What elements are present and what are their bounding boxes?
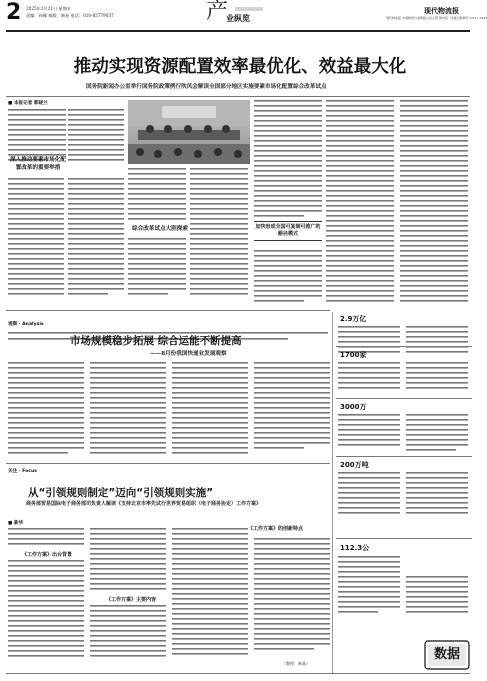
- right-divider-4: [336, 538, 472, 539]
- right-divider-1: [336, 346, 472, 347]
- data-stamp-text: 数据: [433, 647, 460, 662]
- right-item-1-value: 2.9万亿: [340, 315, 367, 323]
- data-stamp-logo: [424, 640, 470, 670]
- right-item-4-text: [338, 472, 470, 520]
- main-subhead: 国务院新闻办公室举行国务院政策例行吹风会解读全国部分地区实施要素市场化配置综合改革试点: [86, 84, 327, 90]
- right-item-5-value: 112.3公: [340, 544, 370, 552]
- paper-logo-sub: 现代物流报 中国物流与采购联合会主管 国内统一连续出版物号 CN11-0245: [386, 16, 487, 20]
- sidebar-headline-1: 深入推动要素市场化配置改革的重要举措: [10, 157, 66, 171]
- right-item-2-text: [338, 362, 470, 394]
- masthead: [0, 0, 487, 34]
- right-item-3-text: [338, 414, 470, 454]
- focus-footer-note: （整理：韩晶）: [282, 661, 310, 666]
- sidebar-headline-2: 综合改革试点大胆探索: [132, 226, 188, 232]
- focus-section-3: 《工作方案》的创新特点: [248, 526, 304, 532]
- analysis-subhead: ——8月份我国快递业发展观察: [150, 351, 227, 357]
- right-item-4-value: 200万吨: [340, 461, 369, 469]
- article-text-middle: [128, 168, 250, 308]
- right-item-2-value: 1700家: [340, 351, 367, 359]
- right-divider-2: [336, 398, 472, 399]
- article-text-right: [254, 100, 470, 308]
- section-name: 业纵览: [226, 14, 250, 23]
- main-article-bottom-rule: [6, 310, 330, 311]
- analysis-label: 观察 · Analysis: [8, 322, 44, 327]
- analysis-text: [8, 362, 330, 462]
- masthead-ornament: [205, 4, 265, 28]
- focus-section-1: 《工作方案》出台背景: [22, 552, 73, 558]
- page-number: 2: [6, 0, 22, 25]
- right-divider-3: [336, 456, 472, 457]
- focus-headline: 从“引领规则制定”迈向“引领规则实施”: [28, 487, 214, 499]
- press-conference-photo: [128, 100, 250, 164]
- sidebar-byline: ■ 本报记者 郭晓兰: [8, 101, 48, 106]
- right-item-5-text: [338, 556, 470, 618]
- page-bottom-rule: [6, 673, 470, 674]
- edition-line: 责编：孙娜 排版：韩星 电话：010-85779037: [26, 13, 114, 18]
- analysis-bottom-rule: [6, 463, 330, 464]
- box-headline: 加快形成全国可复制可推广的路径模式: [254, 221, 322, 241]
- right-item-3-value: 3000万: [340, 403, 367, 411]
- headline-rule: [6, 96, 470, 97]
- focus-section-2: 《工作方案》主要内容: [106, 597, 157, 603]
- date-line: 2025年3月21日 星期五: [26, 6, 72, 11]
- main-headline: 推动实现资源配置效率最优化、效益最大化: [73, 57, 407, 77]
- focus-byline: ■ 新华: [8, 521, 24, 526]
- sidebar-text-2: [68, 108, 124, 168]
- focus-text: [8, 528, 330, 666]
- section-char: 产: [206, 0, 229, 24]
- analysis-headline: 市场规模稳步拓展 综合运能不断提高: [70, 335, 242, 347]
- focus-label: 关注 · Focus: [8, 469, 37, 474]
- sidebar-text-3: [8, 178, 124, 308]
- masthead-rule: [6, 30, 470, 32]
- paper-logo: 现代物流报: [424, 7, 459, 15]
- focus-subhead: 商务部贸易国际电子商务部司负责人解读《支持北京市率先试行世界贸易组织（电子商务协定）工作方案》: [26, 501, 262, 507]
- right-column-divider: [332, 312, 333, 674]
